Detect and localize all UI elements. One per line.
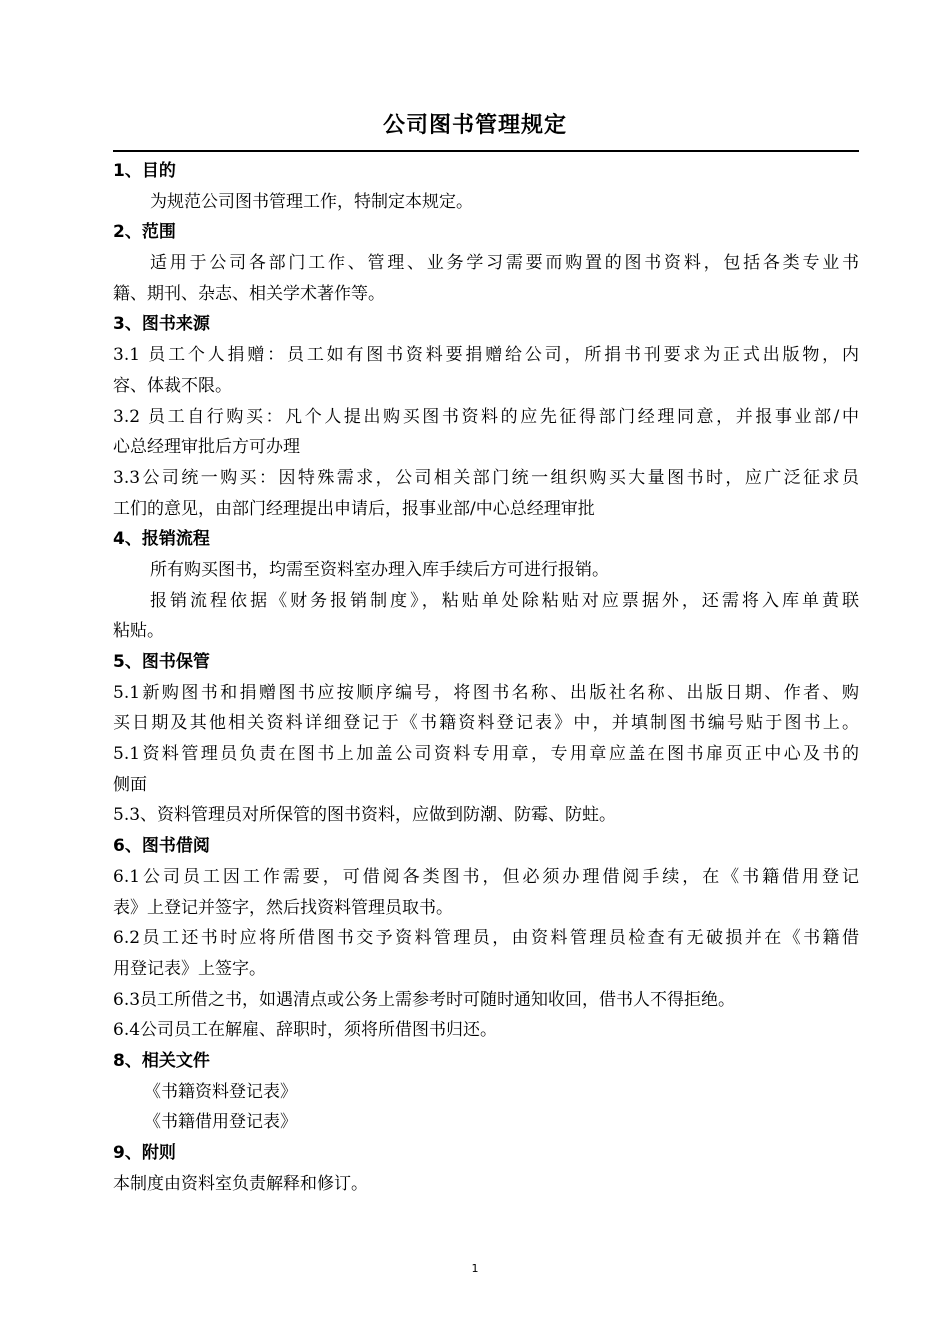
paragraph-line: 用登记表》上签字。 [113,958,266,979]
related-document-item: 《书籍资料登记表》 [144,1081,297,1102]
paragraph-line: 6.4公司员工在解雇、辞职时，须将所借图书归还。 [113,1020,498,1041]
paragraph-line: 3.1 员工个人捐赠：员工如有图书资料要捐赠给公司，所捐书刊要求为正式出版物，内 [113,345,859,366]
paragraph-line: 6.2员工还书时应将所借图书交予资料管理员，由资料管理员检查有无破损并在《书籍借 [113,928,859,949]
document-title: 公司图书管理规定 [382,113,567,138]
paragraph-line: 表》上登记并签字，然后找资料管理员取书。 [113,897,453,918]
paragraph-line: 适用于公司各部门工作、管理、业务学习需要而购置的图书资料，包括各类专业书 [150,253,859,274]
document-body [113,156,859,1199]
paragraph-line: 6.3员工所借之书，如遇清点或公务上需参考时可随时通知收回，借书人不得拒绝。 [113,989,736,1010]
section-heading-purpose: 1、目的 [113,161,176,181]
paragraph-line: 5.1新购图书和捐赠图书应按顺序编号，将图书名称、出版社名称、出版日期、作者、购 [113,682,859,703]
paragraph-line: 5.1资料管理员负责在图书上加盖公司资料专用章，专用章应盖在图书扉页正中心及书的 [113,744,859,765]
paragraph-line: 3.2 员工自行购买：凡个人提出购买图书资料的应先征得部门经理同意，并报事业部/中 [113,406,859,427]
related-document-item: 《书籍借用登记表》 [144,1112,297,1133]
section-heading-related-documents: 8、相关文件 [113,1050,210,1071]
page-number: 1 [471,1262,479,1275]
paragraph-line: 工们的意见，由部门经理提出申请后，报事业部/中心总经理审批 [113,498,595,519]
paragraph-line: 6.1公司员工因工作需要，可借阅各类图书，但必须办理借阅手续，在《书籍借用登记 [113,866,859,887]
section-heading-borrowing: 6、图书借阅 [113,836,210,857]
paragraph-line: 5.3、资料管理员对所保管的图书资料，应做到防潮、防霉、防蛀。 [113,805,617,826]
section-heading-book-sources: 3、图书来源 [113,314,210,335]
section-heading-scope: 2、范围 [113,222,176,243]
paragraph-line: 心总经理审批后方可办理 [113,437,300,458]
paragraph-line: 容、体裁不限。 [113,375,232,396]
paragraph-line: 本制度由资料室负责解释和修订。 [113,1173,368,1194]
paragraph-line: 籍、期刊、杂志、相关学术著作等。 [113,283,385,304]
paragraph-line: 粘贴。 [113,621,164,642]
paragraph-line: 买日期及其他相关资料详细登记于《书籍资料登记表》中，并填制图书编号贴于图书上。 [113,713,859,734]
paragraph-line: 3.3公司统一购买：因特殊需求，公司相关部门统一组织购买大量图书时，应广泛征求员 [113,467,859,488]
paragraph-line: 所有购买图书，均需至资料室办理入库手续后方可进行报销。 [150,559,609,580]
paragraph-line: 侧面 [113,774,147,795]
paragraph-line: 报销流程依据《财务报销制度》，粘贴单处除粘贴对应票据外，还需将入库单黄联 [150,590,859,611]
section-heading-reimbursement: 4、报销流程 [113,529,210,550]
section-heading-book-custody: 5、图书保管 [113,652,210,672]
paragraph-line: 为规范公司图书管理工作，特制定本规定。 [150,191,473,212]
title-underline [113,150,859,152]
section-heading-supplementary: 9、附则 [113,1143,176,1163]
